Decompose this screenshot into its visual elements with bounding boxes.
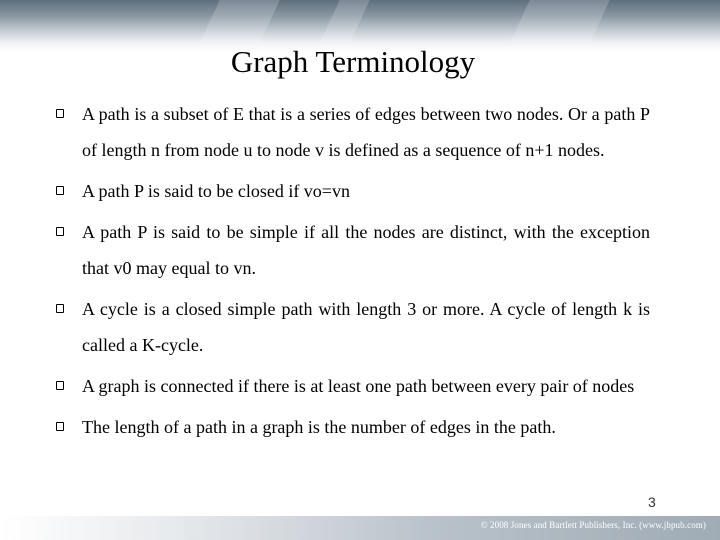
bullet-item bbox=[55, 291, 650, 363]
bullet-text: A path P is said to be closed if vo=vn bbox=[82, 181, 350, 201]
bullet-item bbox=[55, 368, 650, 404]
bullet-icon bbox=[55, 303, 63, 311]
bullet-text: The length of a path in a graph is the number of edges in the path. bbox=[82, 417, 556, 437]
bullet-item bbox=[55, 96, 650, 168]
bullet-text: A cycle is a closed simple path with length 3 or more. A cycle of length k is called a K-cycle. bbox=[82, 299, 650, 355]
bullet-text: A graph is connected if there is at least one path between every pair of nodes bbox=[82, 376, 635, 396]
footer-band bbox=[0, 516, 720, 540]
bullet-text: A path P is said to be simple if all the nodes are distinct, with the exception that v0 may equal to vn. bbox=[82, 222, 650, 278]
bullet-item bbox=[55, 173, 650, 209]
bullet-item bbox=[55, 214, 650, 286]
bullet-item bbox=[55, 409, 650, 445]
slide-title: Graph Terminology bbox=[230, 44, 476, 79]
bullet-text: A path is a subset of E that is a series of edges between two nodes. Or a path P of length n from node u to node v is defined as a sequence of n+1 nodes. bbox=[82, 104, 650, 160]
bullet-icon bbox=[55, 185, 63, 193]
header-band bbox=[0, 0, 720, 42]
header-stripe bbox=[200, 0, 280, 42]
copyright-notice: © 2008 Jones and Bartlett Publishers, Inc. (www.jbpub.com) bbox=[480, 520, 706, 530]
page-number: 3 bbox=[648, 494, 656, 510]
header-stripe bbox=[320, 0, 370, 42]
bullet-icon bbox=[55, 380, 63, 388]
bullet-icon bbox=[55, 108, 63, 116]
bullet-list bbox=[55, 96, 650, 450]
bullet-icon bbox=[55, 226, 63, 234]
header-stripe bbox=[510, 0, 610, 42]
bullet-icon bbox=[55, 421, 63, 429]
